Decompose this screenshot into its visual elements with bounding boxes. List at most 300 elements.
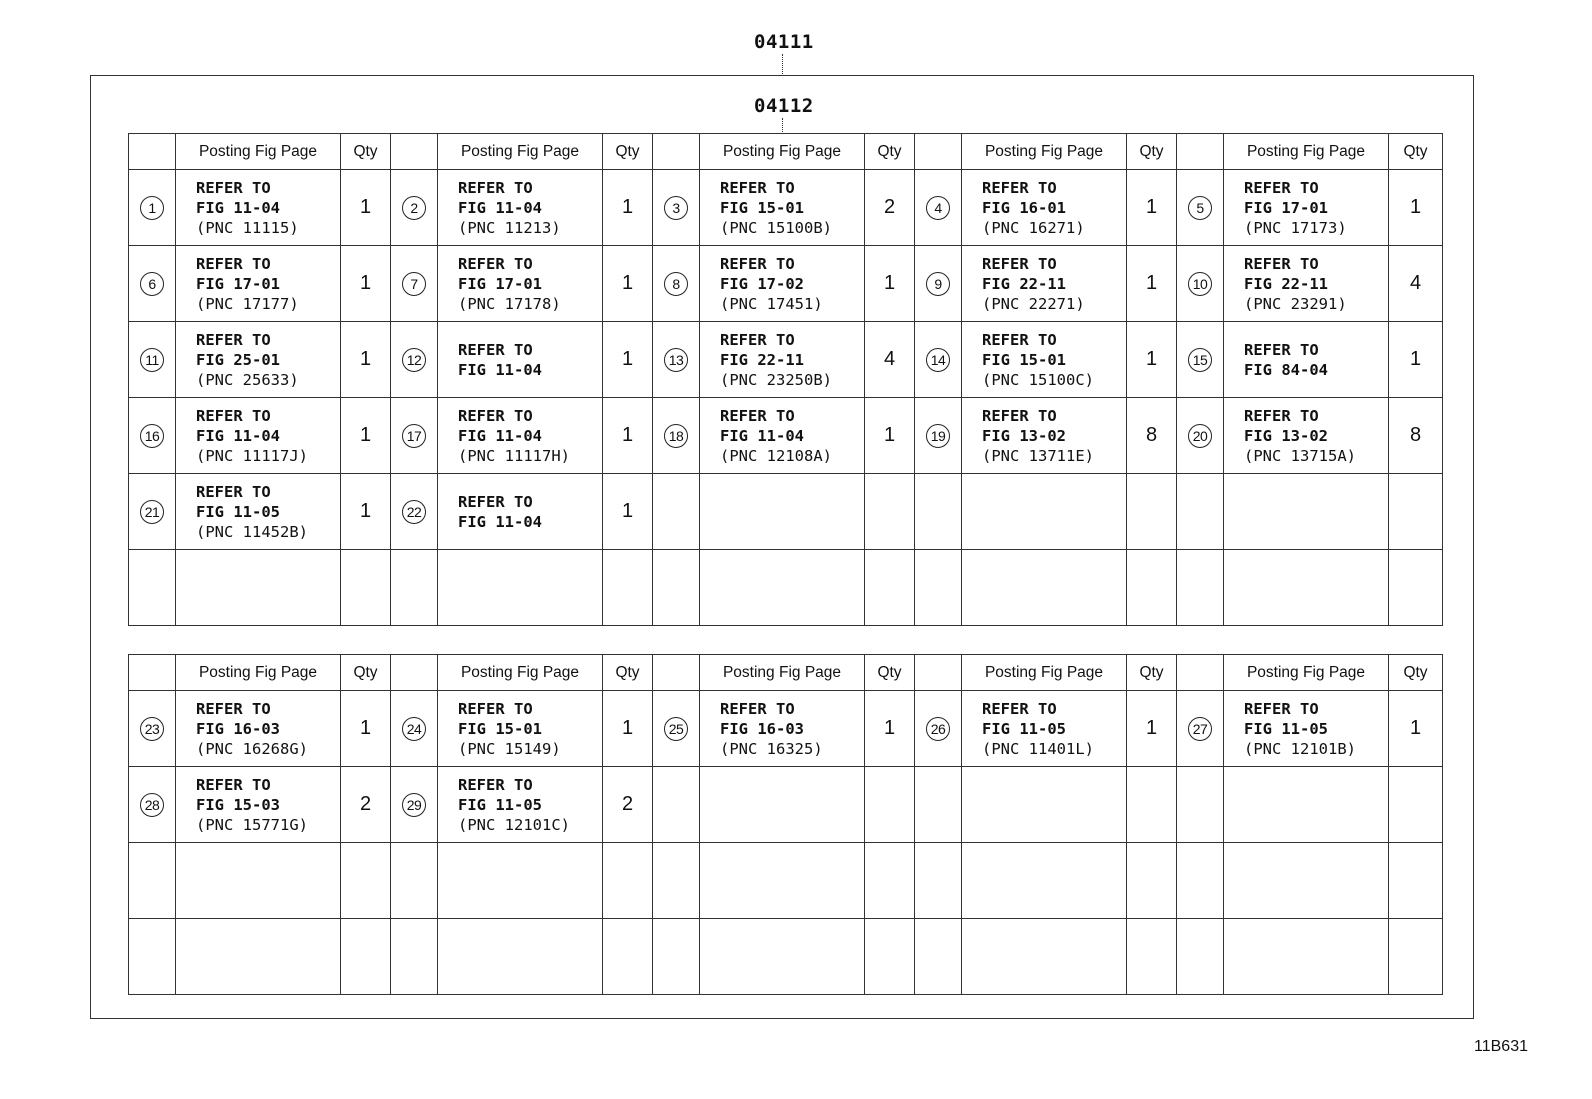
pnc-ref: (PNC 23250B)	[720, 370, 832, 389]
quantity-cell: 1	[1127, 322, 1177, 398]
pnc-ref: (PNC 17178)	[458, 294, 561, 313]
item-number-badge: 10	[1188, 272, 1212, 296]
reference-cell	[438, 843, 603, 919]
item-number-badge: 18	[664, 424, 688, 448]
fig-ref: FIG 17-02	[720, 274, 804, 293]
quantity-cell	[603, 919, 653, 995]
item-number-cell	[1177, 398, 1224, 474]
refer-text: REFER TO	[1244, 178, 1319, 197]
reference-cell	[438, 170, 603, 246]
header-qty: Qty	[1389, 655, 1443, 691]
fig-ref: FIG 11-04	[196, 426, 280, 445]
item-number-badge: 21	[140, 500, 164, 524]
table-row	[129, 767, 1443, 843]
table-header	[129, 134, 1443, 170]
reference-cell	[962, 474, 1127, 550]
header-posting: Posting Fig Page	[1224, 134, 1389, 170]
header-number-cell	[1177, 655, 1224, 691]
item-number-cell	[129, 398, 176, 474]
refer-text: REFER TO	[982, 330, 1057, 349]
item-number-badge: 16	[140, 424, 164, 448]
item-number-cell	[391, 691, 438, 767]
item-number-cell	[129, 767, 176, 843]
reference-cell	[962, 322, 1127, 398]
item-number-cell	[129, 474, 176, 550]
reference-cell	[1224, 691, 1389, 767]
table-row	[129, 843, 1443, 919]
reference-cell	[438, 550, 603, 626]
quantity-cell: 1	[341, 691, 391, 767]
item-number-badge: 29	[402, 793, 426, 817]
pnc-ref: (PNC 13715A)	[1244, 446, 1356, 465]
quantity-cell: 1	[1389, 322, 1443, 398]
reference-cell	[1224, 474, 1389, 550]
item-number-badge: 3	[664, 196, 688, 220]
item-number-cell	[129, 919, 176, 995]
header-qty: Qty	[865, 134, 915, 170]
fig-ref: FIG 11-05	[982, 719, 1066, 738]
quantity-cell: 1	[865, 691, 915, 767]
refer-text: REFER TO	[982, 406, 1057, 425]
fig-ref: FIG 11-04	[458, 512, 542, 531]
quantity-cell	[1127, 843, 1177, 919]
quantity-cell	[341, 550, 391, 626]
pnc-ref: (PNC 16271)	[982, 218, 1085, 237]
quantity-cell: 1	[865, 398, 915, 474]
quantity-cell: 1	[1127, 246, 1177, 322]
quantity-cell	[865, 550, 915, 626]
item-number-badge: 26	[926, 717, 950, 741]
fig-ref: FIG 22-11	[1244, 274, 1328, 293]
quantity-cell	[1127, 919, 1177, 995]
item-number-cell	[915, 246, 962, 322]
header-posting: Posting Fig Page	[1224, 655, 1389, 691]
reference-cell	[438, 398, 603, 474]
item-number-badge: 12	[402, 348, 426, 372]
pnc-ref: (PNC 11117J)	[196, 446, 308, 465]
table-row	[129, 170, 1443, 246]
pnc-ref: (PNC 11115)	[196, 218, 299, 237]
item-number-badge: 5	[1188, 196, 1212, 220]
quantity-cell	[1127, 767, 1177, 843]
reference-cell	[700, 474, 865, 550]
table-row	[129, 246, 1443, 322]
reference-cell	[438, 767, 603, 843]
item-number-badge: 1	[140, 196, 164, 220]
refer-text: REFER TO	[458, 406, 533, 425]
reference-cell	[700, 843, 865, 919]
header-posting: Posting Fig Page	[176, 134, 341, 170]
fig-ref: FIG 11-04	[458, 360, 542, 379]
item-number-badge: 25	[664, 717, 688, 741]
item-number-badge: 8	[664, 272, 688, 296]
quantity-cell: 8	[1127, 398, 1177, 474]
pnc-ref: (PNC 25633)	[196, 370, 299, 389]
refer-text: REFER TO	[458, 492, 533, 511]
pnc-ref: (PNC 15771G)	[196, 815, 308, 834]
item-number-cell	[915, 767, 962, 843]
inner-assembly-label: 04112	[754, 95, 814, 117]
header-qty: Qty	[603, 655, 653, 691]
item-number-badge: 7	[402, 272, 426, 296]
refer-text: REFER TO	[196, 330, 271, 349]
refer-text: REFER TO	[982, 178, 1057, 197]
pnc-ref: (PNC 15100C)	[982, 370, 1094, 389]
header-number-cell	[391, 655, 438, 691]
item-number-cell	[391, 170, 438, 246]
header-qty: Qty	[603, 134, 653, 170]
fig-ref: FIG 15-01	[720, 198, 804, 217]
quantity-cell: 1	[1389, 691, 1443, 767]
refer-text: REFER TO	[458, 178, 533, 197]
fig-ref: FIG 15-01	[458, 719, 542, 738]
quantity-cell	[1127, 474, 1177, 550]
reference-cell	[176, 691, 341, 767]
fig-ref: FIG 16-03	[196, 719, 280, 738]
item-number-badge: 14	[926, 348, 950, 372]
item-number-cell	[915, 919, 962, 995]
pnc-ref: (PNC 12101B)	[1244, 739, 1356, 758]
reference-cell	[700, 550, 865, 626]
figure-code: 11B631	[1474, 1038, 1528, 1055]
fig-ref: FIG 22-11	[982, 274, 1066, 293]
item-number-badge: 28	[140, 793, 164, 817]
pnc-ref: (PNC 22271)	[982, 294, 1085, 313]
header-posting: Posting Fig Page	[438, 134, 603, 170]
refer-text: REFER TO	[720, 406, 795, 425]
refer-text: REFER TO	[196, 775, 271, 794]
reference-cell	[438, 691, 603, 767]
item-number-cell	[1177, 322, 1224, 398]
refer-text: REFER TO	[196, 254, 271, 273]
header-number-cell	[129, 655, 176, 691]
quantity-cell: 1	[341, 322, 391, 398]
item-number-cell	[653, 170, 700, 246]
item-number-cell	[1177, 843, 1224, 919]
quantity-cell: 1	[1389, 170, 1443, 246]
item-number-cell	[391, 246, 438, 322]
item-number-cell	[915, 843, 962, 919]
quantity-cell: 4	[1389, 246, 1443, 322]
reference-cell	[1224, 246, 1389, 322]
pnc-ref: (PNC 11452B)	[196, 522, 308, 541]
reference-cell	[176, 843, 341, 919]
fig-ref: FIG 17-01	[196, 274, 280, 293]
header-posting: Posting Fig Page	[176, 655, 341, 691]
quantity-cell	[1389, 843, 1443, 919]
header-qty: Qty	[865, 655, 915, 691]
fig-ref: FIG 16-01	[982, 198, 1066, 217]
inner-leader-line	[782, 118, 783, 134]
quantity-cell: 1	[603, 691, 653, 767]
quantity-cell	[865, 843, 915, 919]
fig-ref: FIG 13-02	[982, 426, 1066, 445]
item-number-cell	[915, 398, 962, 474]
item-number-cell	[915, 691, 962, 767]
table-row	[129, 398, 1443, 474]
reference-cell	[962, 919, 1127, 995]
reference-cell	[700, 398, 865, 474]
quantity-cell: 2	[603, 767, 653, 843]
fig-ref: FIG 11-04	[458, 426, 542, 445]
fig-ref: FIG 11-05	[196, 502, 280, 521]
reference-cell	[1224, 550, 1389, 626]
header-number-cell	[1177, 134, 1224, 170]
parts-table-2	[128, 654, 1443, 995]
item-number-badge: 2	[402, 196, 426, 220]
item-number-badge: 11	[140, 348, 164, 372]
quantity-cell: 1	[341, 246, 391, 322]
item-number-cell	[391, 767, 438, 843]
item-number-cell	[653, 691, 700, 767]
fig-ref: FIG 15-01	[982, 350, 1066, 369]
item-number-badge: 13	[664, 348, 688, 372]
quantity-cell: 1	[1127, 691, 1177, 767]
reference-cell	[962, 550, 1127, 626]
pnc-ref: (PNC 11401L)	[982, 739, 1094, 758]
header-number-cell	[391, 134, 438, 170]
item-number-cell	[653, 919, 700, 995]
reference-cell	[1224, 398, 1389, 474]
item-number-badge: 24	[402, 717, 426, 741]
quantity-cell: 2	[865, 170, 915, 246]
fig-ref: FIG 15-03	[196, 795, 280, 814]
quantity-cell: 1	[341, 398, 391, 474]
header-qty: Qty	[1127, 655, 1177, 691]
refer-text: REFER TO	[458, 699, 533, 718]
fig-ref: FIG 11-05	[1244, 719, 1328, 738]
reference-cell	[438, 474, 603, 550]
table-row	[129, 550, 1443, 626]
table-row	[129, 691, 1443, 767]
reference-cell	[700, 170, 865, 246]
item-number-badge: 9	[926, 272, 950, 296]
item-number-cell	[391, 550, 438, 626]
refer-text: REFER TO	[720, 178, 795, 197]
reference-cell	[176, 170, 341, 246]
item-number-cell	[129, 170, 176, 246]
reference-cell	[962, 246, 1127, 322]
refer-text: REFER TO	[720, 254, 795, 273]
item-number-cell	[1177, 550, 1224, 626]
reference-cell	[700, 322, 865, 398]
refer-text: REFER TO	[982, 254, 1057, 273]
refer-text: REFER TO	[196, 406, 271, 425]
item-number-cell	[915, 170, 962, 246]
item-number-badge: 22	[402, 500, 426, 524]
table-header	[129, 655, 1443, 691]
reference-cell	[700, 767, 865, 843]
header-posting: Posting Fig Page	[700, 134, 865, 170]
reference-cell	[176, 767, 341, 843]
parts-table-1	[128, 133, 1443, 626]
fig-ref: FIG 11-04	[720, 426, 804, 445]
fig-ref: FIG 25-01	[196, 350, 280, 369]
item-number-cell	[391, 843, 438, 919]
item-number-cell	[653, 322, 700, 398]
table-row	[129, 919, 1443, 995]
reference-cell	[176, 919, 341, 995]
item-number-cell	[391, 322, 438, 398]
reference-cell	[438, 919, 603, 995]
item-number-cell	[653, 246, 700, 322]
pnc-ref: (PNC 11117H)	[458, 446, 570, 465]
fig-ref: FIG 22-11	[720, 350, 804, 369]
item-number-cell	[915, 322, 962, 398]
pnc-ref: (PNC 11213)	[458, 218, 561, 237]
fig-ref: FIG 11-04	[196, 198, 280, 217]
reference-cell	[962, 691, 1127, 767]
refer-text: REFER TO	[720, 330, 795, 349]
header-qty: Qty	[1127, 134, 1177, 170]
reference-cell	[176, 398, 341, 474]
item-number-badge: 17	[402, 424, 426, 448]
item-number-cell	[653, 474, 700, 550]
item-number-cell	[1177, 919, 1224, 995]
reference-cell	[176, 322, 341, 398]
reference-cell	[962, 398, 1127, 474]
refer-text: REFER TO	[1244, 254, 1319, 273]
reference-cell	[1224, 322, 1389, 398]
quantity-cell: 1	[603, 322, 653, 398]
item-number-cell	[129, 322, 176, 398]
item-number-cell	[391, 474, 438, 550]
item-number-cell	[653, 398, 700, 474]
fig-ref: FIG 17-01	[1244, 198, 1328, 217]
reference-cell	[1224, 919, 1389, 995]
quantity-cell	[1127, 550, 1177, 626]
header-number-cell	[653, 134, 700, 170]
refer-text: REFER TO	[458, 254, 533, 273]
item-number-cell	[1177, 170, 1224, 246]
item-number-badge: 15	[1188, 348, 1212, 372]
item-number-badge: 27	[1188, 717, 1212, 741]
header-posting: Posting Fig Page	[700, 655, 865, 691]
reference-cell	[700, 691, 865, 767]
quantity-cell	[341, 843, 391, 919]
quantity-cell: 1	[603, 474, 653, 550]
pnc-ref: (PNC 23291)	[1244, 294, 1347, 313]
pnc-ref: (PNC 16325)	[720, 739, 823, 758]
item-number-badge: 20	[1188, 424, 1212, 448]
item-number-cell	[1177, 474, 1224, 550]
fig-ref: FIG 13-02	[1244, 426, 1328, 445]
quantity-cell: 1	[603, 170, 653, 246]
header-posting: Posting Fig Page	[962, 134, 1127, 170]
item-number-cell	[653, 550, 700, 626]
pnc-ref: (PNC 17173)	[1244, 218, 1347, 237]
item-number-badge: 6	[140, 272, 164, 296]
quantity-cell	[865, 474, 915, 550]
reference-cell	[176, 246, 341, 322]
reference-cell	[700, 246, 865, 322]
reference-cell	[700, 919, 865, 995]
reference-cell	[1224, 767, 1389, 843]
header-posting: Posting Fig Page	[962, 655, 1127, 691]
quantity-cell	[1389, 474, 1443, 550]
item-number-cell	[129, 550, 176, 626]
reference-cell	[176, 474, 341, 550]
table-row	[129, 474, 1443, 550]
table-row	[129, 322, 1443, 398]
item-number-cell	[391, 919, 438, 995]
item-number-badge: 23	[140, 717, 164, 741]
quantity-cell	[603, 843, 653, 919]
reference-cell	[1224, 170, 1389, 246]
header-qty: Qty	[1389, 134, 1443, 170]
refer-text: REFER TO	[458, 340, 533, 359]
refer-text: REFER TO	[196, 482, 271, 501]
refer-text: REFER TO	[1244, 699, 1319, 718]
quantity-cell: 1	[341, 170, 391, 246]
reference-cell	[1224, 843, 1389, 919]
quantity-cell	[1389, 550, 1443, 626]
quantity-cell: 1	[603, 398, 653, 474]
item-number-cell	[129, 691, 176, 767]
refer-text: REFER TO	[196, 699, 271, 718]
pnc-ref: (PNC 13711E)	[982, 446, 1094, 465]
quantity-cell	[865, 919, 915, 995]
item-number-cell	[915, 474, 962, 550]
quantity-cell	[603, 550, 653, 626]
refer-text: REFER TO	[1244, 406, 1319, 425]
item-number-cell	[653, 843, 700, 919]
item-number-cell	[915, 550, 962, 626]
item-number-cell	[1177, 246, 1224, 322]
outer-assembly-label: 04111	[754, 31, 814, 53]
quantity-cell: 2	[341, 767, 391, 843]
header-number-cell	[915, 134, 962, 170]
quantity-cell: 4	[865, 322, 915, 398]
quantity-cell	[865, 767, 915, 843]
pnc-ref: (PNC 17451)	[720, 294, 823, 313]
quantity-cell: 1	[603, 246, 653, 322]
quantity-cell: 1	[865, 246, 915, 322]
reference-cell	[438, 322, 603, 398]
item-number-cell	[1177, 691, 1224, 767]
fig-ref: FIG 17-01	[458, 274, 542, 293]
pnc-ref: (PNC 12101C)	[458, 815, 570, 834]
header-number-cell	[915, 655, 962, 691]
reference-cell	[962, 843, 1127, 919]
item-number-cell	[129, 246, 176, 322]
reference-cell	[176, 550, 341, 626]
pnc-ref: (PNC 15100B)	[720, 218, 832, 237]
quantity-cell	[341, 919, 391, 995]
item-number-badge: 4	[926, 196, 950, 220]
pnc-ref: (PNC 12108A)	[720, 446, 832, 465]
item-number-cell	[653, 767, 700, 843]
reference-cell	[438, 246, 603, 322]
pnc-ref: (PNC 15149)	[458, 739, 561, 758]
quantity-cell	[1389, 767, 1443, 843]
item-number-cell	[391, 398, 438, 474]
outer-leader-line	[782, 54, 783, 76]
header-posting: Posting Fig Page	[438, 655, 603, 691]
quantity-cell: 8	[1389, 398, 1443, 474]
fig-ref: FIG 16-03	[720, 719, 804, 738]
fig-ref: FIG 84-04	[1244, 360, 1328, 379]
fig-ref: FIG 11-04	[458, 198, 542, 217]
pnc-ref: (PNC 17177)	[196, 294, 299, 313]
refer-text: REFER TO	[982, 699, 1057, 718]
reference-cell	[962, 767, 1127, 843]
refer-text: REFER TO	[1244, 340, 1319, 359]
item-number-badge: 19	[926, 424, 950, 448]
refer-text: REFER TO	[196, 178, 271, 197]
fig-ref: FIG 11-05	[458, 795, 542, 814]
quantity-cell: 1	[1127, 170, 1177, 246]
